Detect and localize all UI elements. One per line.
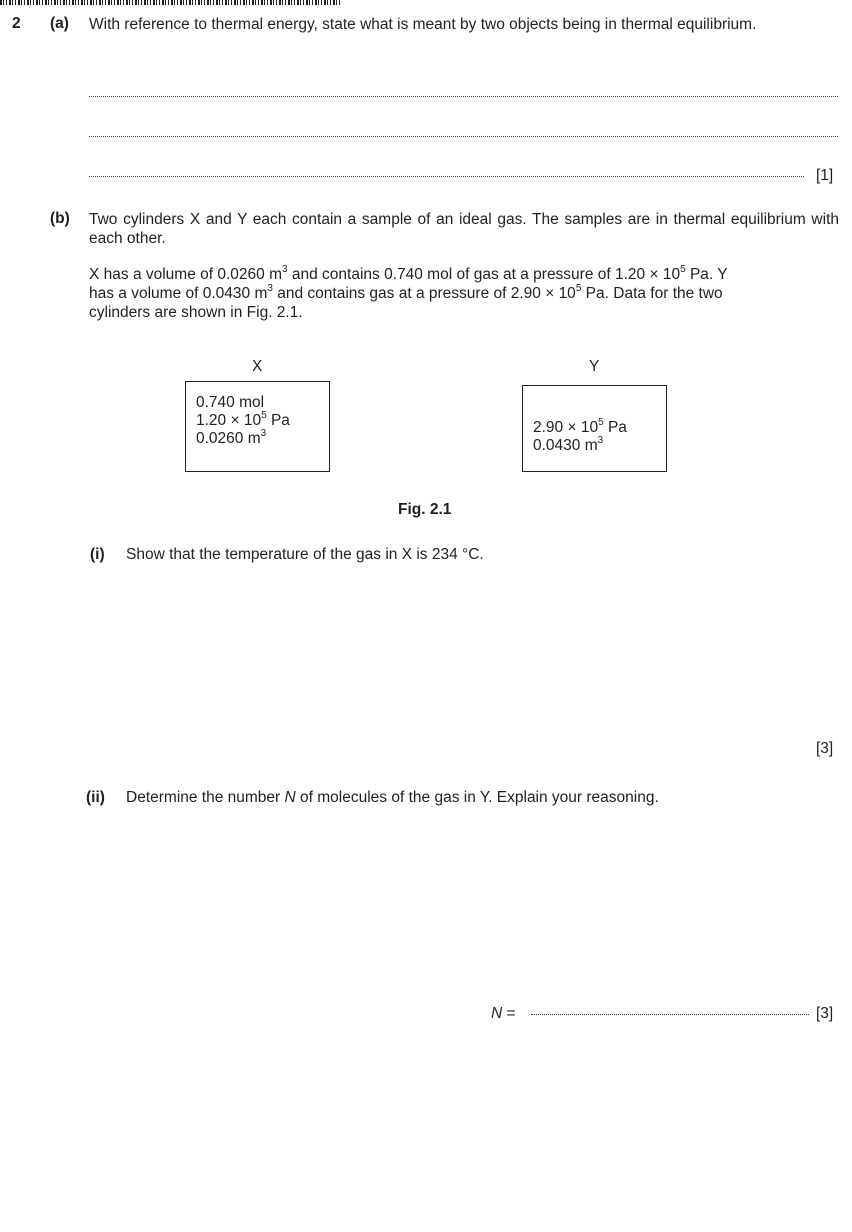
answer-n-line[interactable]	[531, 1014, 809, 1015]
data-line-3: cylinders are shown in Fig. 2.1.	[89, 304, 303, 321]
part-a-label: (a)	[50, 15, 69, 32]
part-b-intro: Two cylinders X and Y each contain a sample of an ideal gas. The samples are in thermal equilibrium with each other.	[89, 211, 839, 247]
part-b-data-paragraph	[89, 265, 839, 322]
answer-line-3[interactable]	[89, 176, 804, 177]
cylinder-x-label: X	[252, 358, 263, 375]
part-a-mark: [1]	[816, 167, 834, 184]
page-barcode	[0, 0, 342, 5]
part-b-ii-text: Determine the number N of molecules of the gas in Y. Explain your reasoning.	[126, 789, 659, 806]
data-line-1: X has a volume of 0.0260 $m^3$ and contains 0.740 mol of gas at a pressure of $1.20 \times 10^5$ Pa. Y	[89, 263, 728, 283]
part-b-ii-working-area[interactable]	[126, 820, 806, 1000]
part-b-label: (b)	[50, 210, 70, 227]
cylinder-y-label: Y	[589, 358, 600, 375]
cylinder-x-box	[185, 381, 330, 472]
data-line-2: has a volume of 0.0430 $m^3$ and contains gas at a pressure of $2.90 \times 10^5$ Pa. Data for the two	[89, 282, 723, 302]
part-b-i-mark: [3]	[816, 740, 834, 757]
answer-line-1[interactable]	[89, 96, 838, 97]
answer-n-label: N =	[491, 1005, 516, 1022]
part-b-i-working-area[interactable]	[126, 575, 806, 745]
cylinder-x-pressure: $1.20 \times 10^5$ Pa	[196, 409, 290, 429]
part-b-i-text: Show that the temperature of the gas in X is 234 °C.	[126, 546, 484, 563]
question-number: 2	[12, 15, 21, 32]
cylinder-x-volume: 0.0260 $m^3$	[196, 427, 267, 447]
part-b-i-label: (i)	[90, 546, 105, 563]
part-a-text: With reference to thermal energy, state what is meant by two objects being in thermal equilibrium.	[89, 16, 757, 33]
cylinder-y-pressure: $2.90 \times 10^5$ Pa	[533, 416, 627, 436]
figure-caption: Fig. 2.1	[398, 501, 452, 518]
cylinder-y-volume: 0.0430 $m^3$	[533, 434, 604, 454]
cylinder-y-box	[522, 385, 667, 472]
part-b-ii-mark: [3]	[816, 1005, 834, 1022]
part-b-ii-label: (ii)	[86, 789, 105, 806]
cylinder-x-amount: 0.740 mol	[196, 394, 265, 411]
answer-line-2[interactable]	[89, 136, 838, 137]
